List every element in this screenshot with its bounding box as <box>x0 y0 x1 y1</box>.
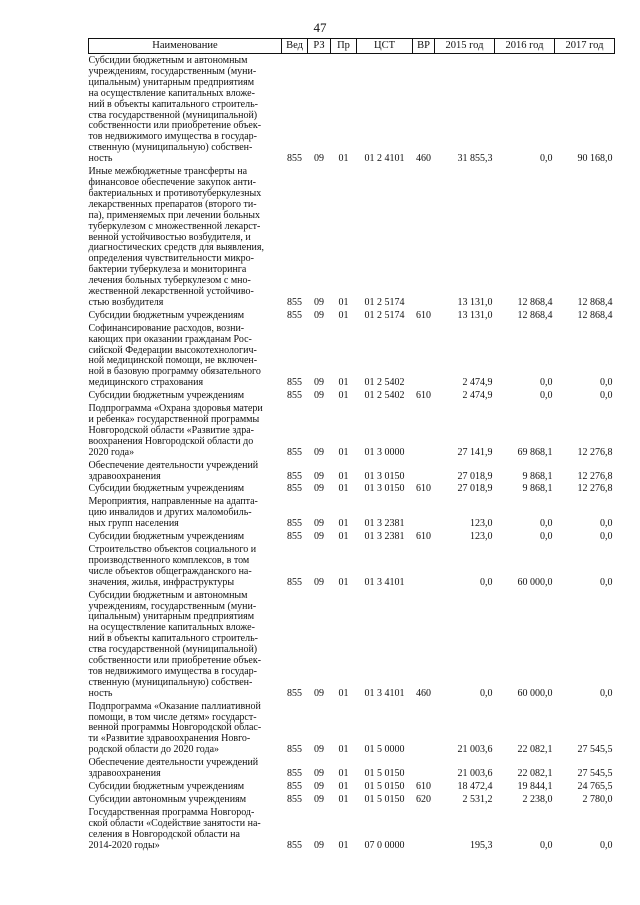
cell-ved: 855 <box>287 531 302 543</box>
cell-2017: 12 276,8 <box>577 446 613 458</box>
cell-cst: 01 5 0150 <box>364 781 405 792</box>
cell-2017: 12 868,4 <box>577 296 613 308</box>
cell-pr: 01 <box>338 687 349 699</box>
cell-cst: 01 5 0150 <box>364 793 405 805</box>
table-row <box>89 780 615 793</box>
cell-name: Субсидии автономным учреждениям <box>88 793 247 805</box>
cell-rz: 09 <box>314 483 324 495</box>
cell-rz: 09 <box>314 296 324 308</box>
cell-cst: 01 2 5402 <box>364 390 405 402</box>
cell-rz: 09 <box>314 309 324 321</box>
budget-table <box>88 38 615 851</box>
cell-2017: 0,0 <box>600 518 613 530</box>
cell-ved: 855 <box>287 687 302 699</box>
cell-name: Субсидии бюджетным и автономным учреждениям, государственным (муни- ципальным) унитарным предприятиям на осуществление капитальных вложе- ний в объекты капитального строитель- ства государственной (муниципальной) собственности или приобретение объек- тов недвижимого имущества в государ- ственную (муниципальную) собствен- ность <box>88 589 262 699</box>
cell-2015: 13 131,0 <box>457 309 493 321</box>
cell-vr <box>413 806 435 852</box>
cell-2015: 21 003,6 <box>457 744 493 756</box>
cell-name: Государственная программа Новгород- ской области «Содействие занятости на- селения в Новгородской области на 2014-2020 годы» <box>88 806 261 851</box>
cell-2017: 27 545,5 <box>577 744 613 756</box>
cell-pr: 01 <box>338 768 349 780</box>
cell-ved: 855 <box>287 296 302 308</box>
cell-vr <box>413 756 435 780</box>
cell-name: Иные межбюджетные трансферты на финансовое обеспечение закупок анти- бактериальных и противотуберкулезных лекарственных препаратов (второго ти- па), применяемых при лечении больных туберкулезом с множественной лекарст- венной устойчивостью возбудителя, и диагностических средств для выявления, определения чувствительности микро- бактерии туберкулеза и мониторинга лечения больных туберкулезом с мно- жественной лекарственной устойчиво- стью возбудителя <box>88 166 265 308</box>
table-row <box>89 402 615 459</box>
cell-rz: 09 <box>314 531 324 543</box>
cell-pr: 01 <box>338 518 349 530</box>
cell-cst: 01 2 4101 <box>364 153 405 165</box>
table-row <box>89 589 615 700</box>
cell-2016: 9 868,1 <box>522 483 553 495</box>
cell-2017: 0,0 <box>600 687 613 699</box>
cell-cst: 01 3 0150 <box>364 483 405 495</box>
col-header-pr: Пр <box>331 39 357 54</box>
cell-vr <box>413 322 435 389</box>
cell-pr: 01 <box>338 446 349 458</box>
cell-vr <box>413 543 435 589</box>
cell-2016: 0,0 <box>540 518 553 530</box>
cell-rz: 09 <box>314 839 324 851</box>
cell-name: Субсидии бюджетным учреждениям <box>88 531 245 543</box>
cell-2015: 18 472,4 <box>457 781 493 792</box>
col-header-name: Наименование <box>89 39 282 54</box>
cell-rz: 09 <box>314 687 324 699</box>
cell-cst: 07 0 0000 <box>364 839 405 851</box>
table-row <box>89 54 615 166</box>
table-row <box>89 309 615 322</box>
col-header-cst: ЦСТ <box>357 39 413 54</box>
cell-2017: 0,0 <box>600 390 613 402</box>
cell-pr: 01 <box>338 390 349 402</box>
cell-rz: 09 <box>314 390 324 402</box>
cell-pr: 01 <box>338 839 349 851</box>
cell-ved: 855 <box>287 470 302 482</box>
cell-pr: 01 <box>338 781 349 792</box>
cell-2015: 123,0 <box>470 518 493 530</box>
cell-name: Мероприятия, направленные на адапта- цию инвалидов и других маломобиль- ных групп населения <box>88 496 258 530</box>
cell-pr: 01 <box>338 470 349 482</box>
cell-2016: 0,0 <box>540 377 553 389</box>
cell-2017: 0,0 <box>600 377 613 389</box>
cell-vr: 460 <box>416 153 431 165</box>
cell-pr: 01 <box>338 576 349 588</box>
col-header-vr: ВР <box>413 39 435 54</box>
table-row <box>89 482 615 495</box>
cell-rz: 09 <box>314 518 324 530</box>
cell-pr: 01 <box>338 531 349 543</box>
cell-2015: 0,0 <box>480 687 493 699</box>
cell-rz: 09 <box>314 744 324 756</box>
cell-cst: 01 3 2381 <box>364 531 405 543</box>
cell-rz: 09 <box>314 768 324 780</box>
cell-ved: 855 <box>287 483 302 495</box>
table-row <box>89 530 615 543</box>
cell-pr: 01 <box>338 377 349 389</box>
cell-rz: 09 <box>314 470 324 482</box>
cell-vr: 610 <box>416 390 431 402</box>
cell-2017: 12 276,8 <box>577 470 613 482</box>
table-row <box>89 700 615 757</box>
cell-2015: 2 474,9 <box>462 377 493 389</box>
cell-name: Субсидии бюджетным учреждениям <box>88 781 245 792</box>
cell-name: Обеспечение деятельности учреждений здравоохранения <box>88 757 259 780</box>
cell-ved: 855 <box>287 377 302 389</box>
cell-vr <box>413 165 435 309</box>
cell-2017: 27 545,5 <box>577 768 613 780</box>
cell-2015: 0,0 <box>480 576 493 588</box>
cell-name: Субсидии бюджетным и автономным учреждениям, государственным (муни- ципальным) унитарным предприятиям на осуществление капитальных вложе- ний в объекты капитального строитель- ства государственной (муниципальной) собственности или приобретение объек- тов недвижимого имущества в государ- ственную (муниципальную) собствен- ность <box>88 55 262 165</box>
cell-2015: 31 855,3 <box>457 153 493 165</box>
col-header-rz: РЗ <box>308 39 331 54</box>
table-header-row <box>89 39 615 54</box>
cell-ved: 855 <box>287 309 302 321</box>
cell-2017: 0,0 <box>600 839 613 851</box>
cell-ved: 855 <box>287 744 302 756</box>
cell-2015: 123,0 <box>470 531 493 543</box>
cell-name: Строительство объектов социального и производственного комплексов, в том числе объектов общегражданского на- значения, жилья, инфраструктуры <box>88 543 257 588</box>
cell-2016: 69 868,1 <box>517 446 553 458</box>
cell-name: Субсидии бюджетным учреждениям <box>88 390 245 402</box>
cell-ved: 855 <box>287 518 302 530</box>
cell-vr: 610 <box>416 781 431 792</box>
cell-2015: 2 474,9 <box>462 390 493 402</box>
table-row <box>89 806 615 852</box>
cell-2016: 0,0 <box>540 153 553 165</box>
cell-2016: 60 000,0 <box>517 576 553 588</box>
cell-vr <box>413 459 435 483</box>
cell-ved: 855 <box>287 768 302 780</box>
cell-2016: 2 238,0 <box>522 793 553 805</box>
cell-rz: 09 <box>314 377 324 389</box>
cell-cst: 01 3 2381 <box>364 518 405 530</box>
col-header-ved: Вед <box>282 39 308 54</box>
cell-vr: 610 <box>416 483 431 495</box>
cell-2017: 90 168,0 <box>577 153 613 165</box>
cell-ved: 855 <box>287 576 302 588</box>
cell-ved: 855 <box>287 446 302 458</box>
cell-vr <box>413 700 435 757</box>
cell-cst: 01 3 0000 <box>364 446 405 458</box>
cell-2017: 24 765,5 <box>577 781 613 792</box>
cell-vr: 620 <box>416 793 431 805</box>
cell-name: Подпрограмма «Оказание паллиативной помощи, в том числе детям» государст- венной программы Новгородской облас- ти «Развитие здравоохранения Новго- родской области до 2020 года» <box>88 700 262 756</box>
cell-pr: 01 <box>338 793 349 805</box>
cell-cst: 01 3 0150 <box>364 470 405 482</box>
cell-2015: 13 131,0 <box>457 296 493 308</box>
cell-rz: 09 <box>314 153 324 165</box>
table-row <box>89 756 615 780</box>
cell-2016: 0,0 <box>540 531 553 543</box>
table-row <box>89 495 615 530</box>
cell-name: Субсидии бюджетным учреждениям <box>88 309 245 321</box>
cell-vr <box>413 495 435 530</box>
cell-2016: 12 868,4 <box>517 296 553 308</box>
cell-vr: 610 <box>416 531 431 543</box>
cell-2017: 2 780,0 <box>582 793 613 805</box>
cell-cst: 01 5 0150 <box>364 768 405 780</box>
cell-cst: 01 2 5402 <box>364 377 405 389</box>
cell-ved: 855 <box>287 153 302 165</box>
cell-vr: 610 <box>416 309 431 321</box>
table-row <box>89 793 615 806</box>
cell-name: Обеспечение деятельности учреждений здравоохранения <box>88 459 259 482</box>
cell-name: Субсидии бюджетным учреждениям <box>88 483 245 495</box>
cell-ved: 855 <box>287 839 302 851</box>
cell-cst: 01 5 0000 <box>364 744 405 756</box>
cell-2016: 22 082,1 <box>517 768 553 780</box>
table-row <box>89 543 615 589</box>
cell-2017: 0,0 <box>600 531 613 543</box>
cell-cst: 01 3 4101 <box>364 687 405 699</box>
table-row <box>89 459 615 483</box>
cell-pr: 01 <box>338 483 349 495</box>
cell-name: Софинансирование расходов, возни- кающих при оказании гражданам Рос- сийской Федерации высокотехнологич- ной медицинской помощи, не включен- ной в базовую программу обязательного медицинского страхования <box>88 322 261 389</box>
cell-pr: 01 <box>338 153 349 165</box>
cell-vr: 460 <box>416 687 431 699</box>
cell-2015: 2 531,2 <box>462 793 493 805</box>
table-row <box>89 165 615 309</box>
cell-2017: 12 868,4 <box>577 309 613 321</box>
cell-pr: 01 <box>338 296 349 308</box>
cell-rz: 09 <box>314 781 324 792</box>
cell-2017: 0,0 <box>600 576 613 588</box>
cell-2015: 21 003,6 <box>457 768 493 780</box>
cell-2016: 22 082,1 <box>517 744 553 756</box>
cell-2016: 60 000,0 <box>517 687 553 699</box>
cell-vr <box>413 402 435 459</box>
cell-pr: 01 <box>338 744 349 756</box>
cell-2015: 195,3 <box>470 839 493 851</box>
cell-2017: 12 276,8 <box>577 483 613 495</box>
cell-rz: 09 <box>314 446 324 458</box>
cell-rz: 09 <box>314 576 324 588</box>
table-row <box>89 389 615 402</box>
cell-ved: 855 <box>287 390 302 402</box>
cell-rz: 09 <box>314 793 324 805</box>
cell-2016: 9 868,1 <box>522 470 553 482</box>
cell-2015: 27 018,9 <box>457 483 493 495</box>
cell-ved: 855 <box>287 793 302 805</box>
cell-2016: 0,0 <box>540 390 553 402</box>
page-number: 47 <box>313 20 327 35</box>
cell-ved: 855 <box>287 781 302 792</box>
cell-2016: 0,0 <box>540 839 553 851</box>
col-header-2017: 2017 год <box>555 39 615 54</box>
cell-cst: 01 2 5174 <box>364 296 405 308</box>
cell-pr: 01 <box>338 309 349 321</box>
cell-2016: 12 868,4 <box>517 309 553 321</box>
cell-cst: 01 3 4101 <box>364 576 405 588</box>
cell-2015: 27 141,9 <box>457 446 493 458</box>
cell-name: Подпрограмма «Охрана здоровья матери и ребенка» государственной программы Новгородской области «Развитие здра- воохранения Новгородской области до 2020 года» <box>88 403 263 458</box>
cell-2015: 27 018,9 <box>457 470 493 482</box>
col-header-2016: 2016 год <box>495 39 555 54</box>
cell-cst: 01 2 5174 <box>364 309 405 321</box>
cell-2016: 19 844,1 <box>517 781 553 792</box>
table-row <box>89 322 615 389</box>
col-header-2015: 2015 год <box>435 39 495 54</box>
